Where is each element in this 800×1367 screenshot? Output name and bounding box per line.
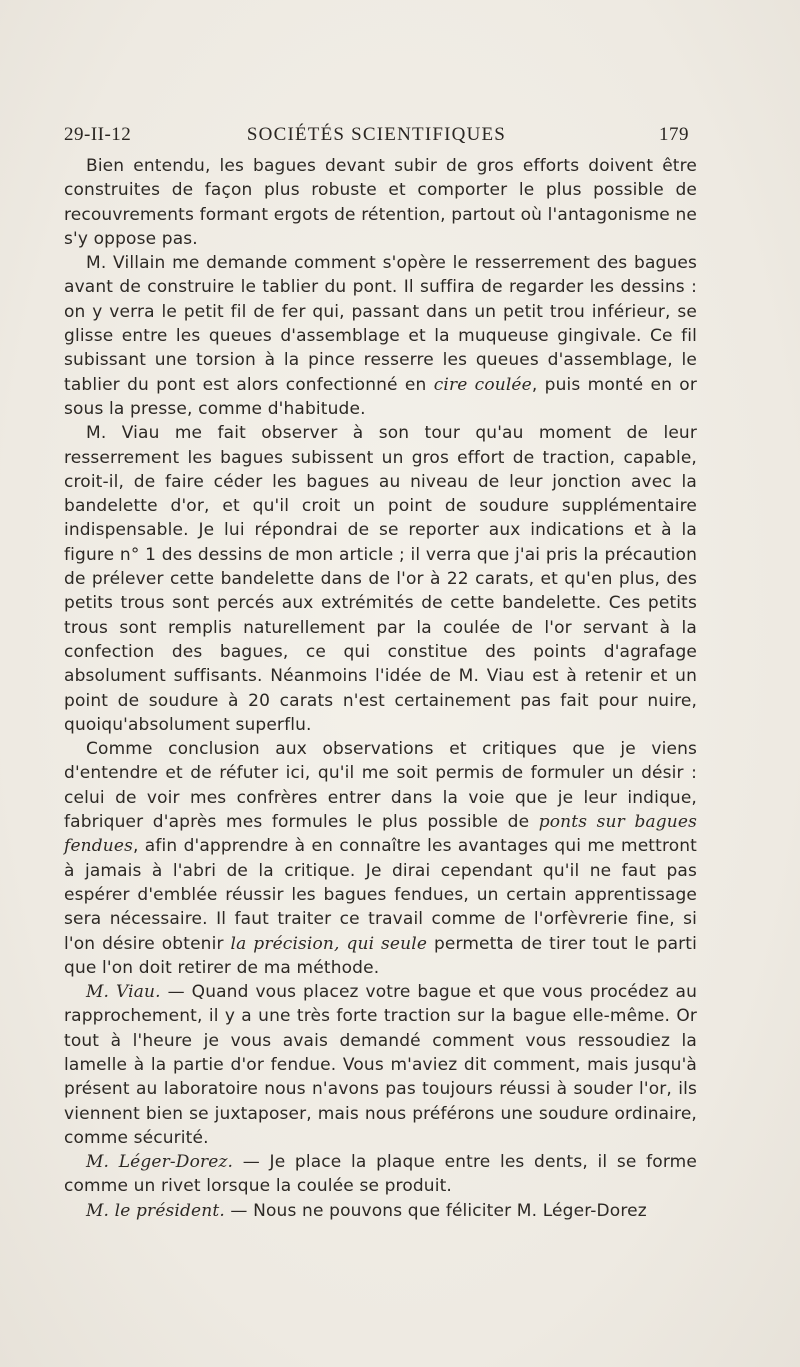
speaker-name: M. Léger-Dorez. (86, 1152, 234, 1173)
paragraph-2: M. Villain me demande comment s'opère le resserrement des bagues avant de construire le tablier du pont. Il suffira de regarder les dessins : on y verra le petit fil de fer qui, passant dans un petit trou inférieur, se glisse entre les queues d'assemblage et la muqueuse gingivale. Ce fil subissant une torsion à la pince resserre les queues d'assemblage, le tablier du pont est alors confectionné en cire coulée, puis monté en or sous la presse, comme d'habitude. (64, 253, 697, 419)
paragraph-1: Bien entendu, les bagues devant subir de gros efforts doivent être construites de façon plus robuste et comporter le plus possible de recouvrements formant ergots de rétention, partout où l'antagonisme ne s'y oppose pas. (64, 156, 697, 249)
page-number: 179 (659, 124, 689, 145)
header-date: 29-II-12 (64, 124, 132, 145)
running-header (64, 124, 689, 154)
paragraph-5: M. Viau. — Quand vous placez votre bague et que vous procédez au rapprochement, il y a une très forte traction sur la bague elle-même. Or tout à l'heure je vous avais demandé comment vous ressoudiez la lamelle à la partie d'or fendue. Vous m'aviez dit comment, mais jusqu'à présent au laboratoire nous n'avons pas toujours réussi à souder l'or, ils viennent bien se juxtaposer, mais nous préférons une soudure ordinaire, comme sécurité. (64, 982, 697, 1148)
speaker-name: M. Viau. (86, 982, 161, 1003)
article-body (64, 154, 697, 1223)
header-title: SOCIÉTÉS SCIENTIFIQUES (246, 124, 507, 145)
paragraph-4: Comme conclusion aux observations et critiques que je viens d'entendre et de réfuter ici, qu'il me soit permis de formuler un désir : celui de voir mes confrères entrer dans la voie que je leur indique, fabriquer d'après mes formules le plus possible de ponts sur bagues fendues, afin d'apprendre à en connaître les avantages qui me mettront à jamais à l'abri de la critique. Je dirai cependant qu'il ne faut pas espérer d'emblée réussir les bagues fendues, un certain apprentissage sera nécessaire. Il faut traiter ce travail comme de l'orfèvrerie fine, si l'on désire obtenir la précision, qui seule permetta de tirer tout le parti que l'on doit retirer de ma méthode. (64, 739, 697, 978)
paragraph-7: M. le président. — Nous ne pouvons que féliciter M. Léger-Dorez (86, 1200, 647, 1221)
paragraph-3: M. Viau me fait observer à son tour qu'au moment de leur resserrement les bagues subissent un gros effort de traction, capable, croit-il, de faire céder les bagues au niveau de leur jonction avec la bandelette d'or, et qu'il croit un point de soudure supplémentaire indispensable. Je lui répondrai de se reporter aux indications et à la figure n° 1 des dessins de mon article ; il verra que j'ai pris la précaution de prélever cette bandelette dans de l'or à 22 carats, et qu'en plus, des petits trous sont percés aux extrémités de cette bandelette. Ces petits trous sont remplis naturellement par la coulée de l'or servant à la confection des bagues, ce qui constitue des points d'agrafage absolument suffisants. Néanmoins l'idée de M. Viau est à retenir et un point de soudure à 20 carats n'est certainement pas fait pour nuire, quoiqu'absolument superflu. (64, 423, 697, 735)
speaker-name: M. le président. (86, 1200, 225, 1221)
paragraph-6: M. Léger-Dorez. — Je place la plaque entre les dents, il se forme comme un rivet lorsque la coulée se produit. (64, 1152, 697, 1197)
